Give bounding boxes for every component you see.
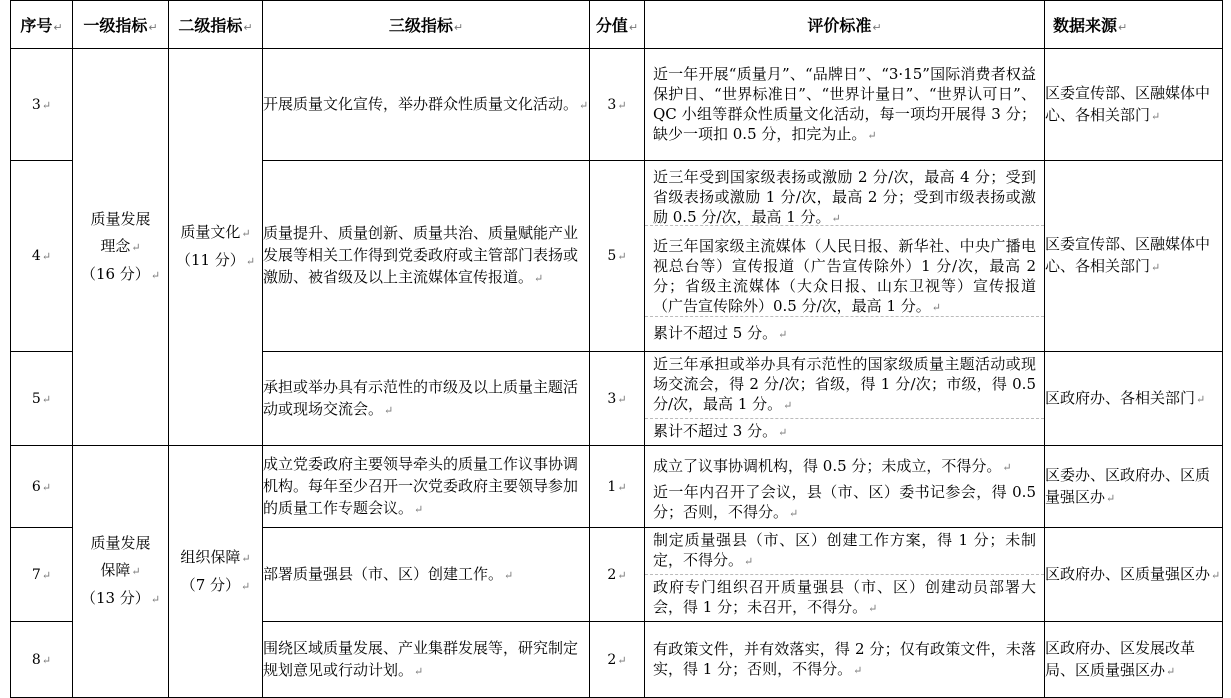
- criteria-cell: [645, 49, 1045, 161]
- table-row: [11, 446, 1223, 528]
- criteria-text: 近三年国家级主流媒体（人民日报、新华社、中央广播电视总台等）宣传报道（广告宣传除外）1 分/次，最高 2 分；省级主流媒体（大众日报、山东卫视等）宣传报道（广告宣传除外）0.5 分/次，最高 1 分。↵: [645, 225, 1044, 316]
- level2-cell: 质量文化↵ （11 分）↵: [169, 49, 263, 446]
- score-cell: 1↵: [590, 446, 645, 528]
- source-cell: 区政府办、各相关部门↵: [1045, 352, 1223, 446]
- score-cell: 2↵: [590, 622, 645, 698]
- criteria-cell: [645, 352, 1045, 446]
- score-cell: 3↵: [590, 352, 645, 446]
- criteria-cell: [645, 161, 1045, 352]
- table-row: [11, 49, 1223, 161]
- header-score: 分值↵: [590, 1, 645, 49]
- indicator-cell: 围绕区域质量发展、产业集群发展等，研究制定规划意见或行动计划。↵: [263, 622, 590, 698]
- criteria-text: 累计不超过 5 分。↵: [645, 316, 1044, 347]
- indicator-cell: 开展质量文化宣传，举办群众性质量文化活动。↵: [263, 49, 590, 161]
- header-level1: 一级指标↵: [73, 1, 169, 49]
- criteria-text: 制定质量强县（市、区）创建工作方案，得 1 分；未制定，不得分。↵: [653, 531, 1036, 569]
- row-seq: 4↵: [11, 161, 73, 352]
- row-seq: 5↵: [11, 352, 73, 446]
- indicator-cell: 承担或举办具有示范性的市级及以上质量主题活动或现场交流会。↵: [263, 352, 590, 446]
- score-cell: 3↵: [590, 49, 645, 161]
- level1-cell: 质量发展 保障↵ （13 分）↵: [73, 446, 169, 698]
- row-seq: 3↵: [11, 49, 73, 161]
- header-source: 数据来源↵: [1045, 1, 1223, 49]
- header-row: [11, 1, 1223, 49]
- header-level2: 二级指标↵: [169, 1, 263, 49]
- level2-cell: 组织保障↵ （7 分）↵: [169, 446, 263, 698]
- row-seq: 8↵: [11, 622, 73, 698]
- criteria-text: 成立了议事协调机构，得 0.5 分；未成立，不得分。↵: [653, 456, 1012, 475]
- score-cell: 5↵: [590, 161, 645, 352]
- criteria-text: 政府专门组织召开质量强县（市、区）创建动员部署大会，得 1 分；未召开，不得分。↵: [645, 574, 1044, 621]
- source-cell: 区政府办、区发展改革局、区质量强区办↵: [1045, 622, 1223, 698]
- source-cell: 区委宣传部、区融媒体中心、各相关部门↵: [1045, 161, 1223, 352]
- indicator-table: [10, 0, 1223, 698]
- criteria-text: 近三年受到国家级表扬或激励 2 分/次，最高 4 分；受到省级表扬或激励 1 分/次，最高 2 分；受到市级表扬或激励 0.5 分/次，最高 1 分。↵: [653, 168, 1036, 226]
- criteria-text: 近一年开展“质量月”、“品牌日”、“3·15”国际消费者权益保护日、“世界标准日”、“世界计量日”、“世界认可日”、QC 小组等群众性质量文化活动，每一项均开展得 3 分；缺少一项扣 0.5 分，扣完为止。↵: [653, 64, 1036, 143]
- indicator-cell: 成立党委政府主要领导牵头的质量工作议事协调机构。每年至少召开一次党委政府主要领导参加的质量工作专题会议。↵: [263, 446, 590, 528]
- criteria-text: 近一年内召开了会议，县（市、区）委书记参会，得 0.5 分；否则，不得分。↵: [653, 482, 1036, 521]
- criteria-cell: [645, 528, 1045, 622]
- criteria-cell: [645, 622, 1045, 698]
- criteria-cell: [645, 446, 1045, 528]
- header-criteria: 评价标准↵: [645, 1, 1045, 49]
- row-seq: 7↵: [11, 528, 73, 622]
- criteria-text: 有政策文件，并有效落实，得 2 分；仅有政策文件，未落实，得 1 分；否则，不得分。↵: [653, 639, 1036, 678]
- score-cell: 2↵: [590, 528, 645, 622]
- header-seq: 序号↵: [11, 1, 73, 49]
- source-cell: 区委办、区政府办、区质量强区办↵: [1045, 446, 1223, 528]
- indicator-cell: 质量提升、质量创新、质量共治、质量赋能产业发展等相关工作得到党委政府或主管部门表扬或激励、被省级及以上主流媒体宣传报道。↵: [263, 161, 590, 352]
- indicator-cell: 部署质量强县（市、区）创建工作。↵: [263, 528, 590, 622]
- header-level3: 三级指标↵: [263, 1, 590, 49]
- source-cell: 区委宣传部、区融媒体中心、各相关部门↵: [1045, 49, 1223, 161]
- row-seq: 6↵: [11, 446, 73, 528]
- criteria-text: 近三年承担或举办具有示范性的国家级质量主题活动或现场交流会，得 2 分/次；省级，得 1 分/次；市级，得 0.5 分/次，最高 1 分。↵: [653, 355, 1036, 413]
- criteria-text: 累计不超过 3 分。↵: [645, 418, 1044, 445]
- source-cell: 区政府办、区质量强区办↵: [1045, 528, 1223, 622]
- level1-cell: 质量发展 理念↵ （16 分）↵: [73, 49, 169, 446]
